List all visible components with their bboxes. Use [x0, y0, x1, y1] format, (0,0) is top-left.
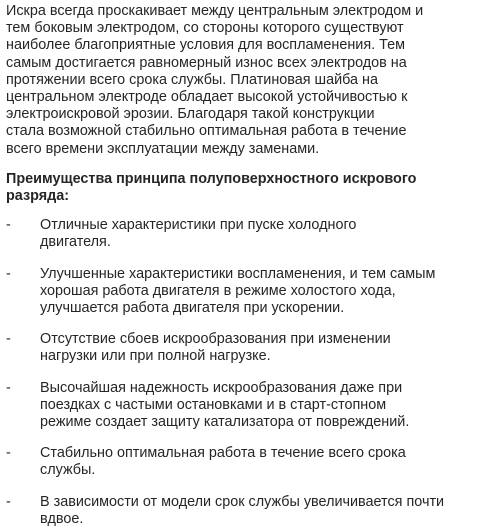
list-bullet: - [6, 265, 11, 282]
list-item-text: В зависимости от модели срок службы увеличивается почти вдвое. [40, 493, 445, 527]
list-item-text: Стабильно оптимальная работа в течение всего срока службы. [40, 445, 406, 479]
list-item [6, 331, 477, 365]
list-item-text: Отличные характеристики при пуске холодного двигателя. [40, 217, 357, 251]
list-item [6, 494, 477, 528]
list-item [6, 217, 477, 251]
list-item-text: Высочайшая надежность искрообразования даже при поездках с частыми остановками и в старт-стопном режиме создает защиту катализатора от повреждений. [40, 379, 410, 431]
list-item-text: Улучшенные характеристики воспламенения, и тем самым хорошая работа двигателя в режиме холостого хода, улучшается работа двигателя при ускорении. [40, 265, 436, 317]
list-bullet: - [6, 217, 11, 234]
list-bullet: - [6, 445, 11, 462]
advantages-list [6, 217, 477, 528]
list-item [6, 380, 477, 432]
intro-paragraph: Искра всегда проскакивает между центральным электродом и тем боковым электродом, со стороны которого существуют наиболее благоприятные условия для воспламенения. Тем самым достигается равномерный износ всех электродов на протяжении всего срока службы. Платиновая шайба на центральном электроде обладает высокой устойчивостью к электроискровой эрозии. Благодаря такой конструкции стала возможной стабильно оптимальная работа в течение всего времени эксплуатации между заменами. [6, 3, 424, 157]
advantages-heading: Преимущества принципа полуповерхностного искрового разряда: [6, 170, 417, 205]
list-bullet: - [6, 331, 11, 348]
list-item [6, 266, 477, 318]
list-bullet: - [6, 379, 11, 396]
list-bullet: - [6, 493, 11, 510]
list-item [6, 445, 477, 479]
list-item-text: Отсутствие сбоев искрообразования при изменении нагрузки или при полной нагрузке. [40, 331, 391, 365]
